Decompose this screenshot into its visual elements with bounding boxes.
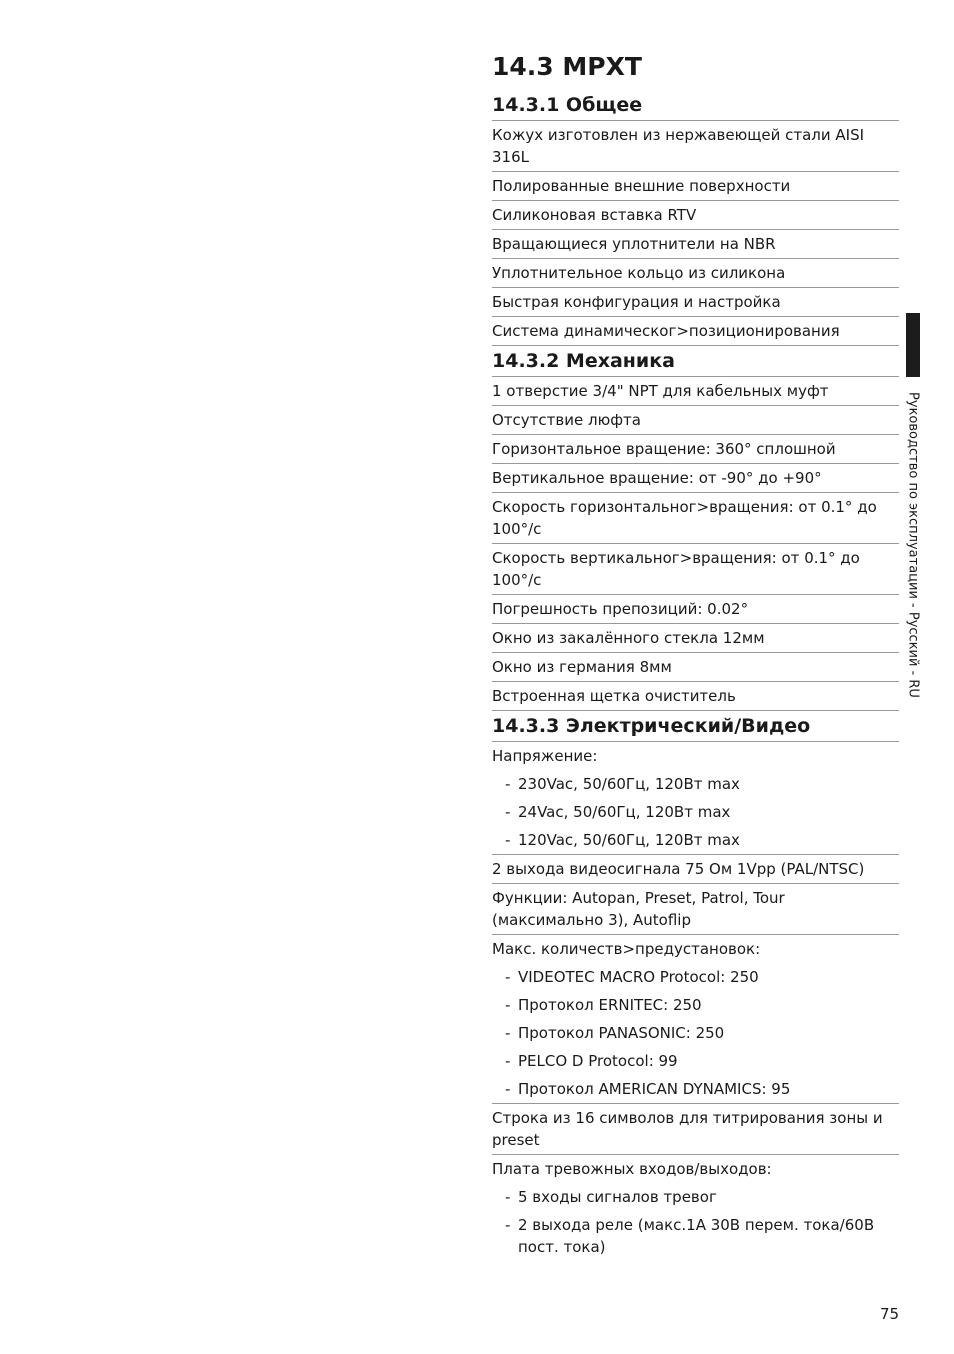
- spec-row: [492, 1104, 899, 1155]
- spec-row: [492, 464, 899, 493]
- spec-row: [492, 742, 899, 855]
- spec-row: [492, 855, 899, 884]
- spec-subitem: - Протокол PANASONIC: 250: [492, 1022, 899, 1044]
- spec-subitem: - 230Vac, 50/60Гц, 120Вт max: [492, 773, 899, 795]
- spec-row: [492, 435, 899, 464]
- spec-subitem: - 2 выхода реле (макс.1А 30В перем. тока/60В пост. тока): [492, 1214, 899, 1258]
- spec-text: Скорость горизонтальног>вращения: от 0.1° до 100°/с: [492, 498, 877, 538]
- spec-row: [492, 406, 899, 435]
- side-tab-marker: [906, 313, 920, 377]
- spec-text: Быстрая конфигурация и настройка: [492, 293, 781, 311]
- spec-text: Вертикальное вращение: от -90° до +90°: [492, 469, 822, 487]
- spec-row: [492, 288, 899, 317]
- page-number: 75: [880, 1305, 900, 1323]
- section-heading: 14.3.1 Общее: [492, 90, 899, 121]
- spec-text: Отсутствие люфта: [492, 411, 641, 429]
- page-title: 14.3 MPXT: [492, 52, 642, 81]
- spec-subitem: - VIDEOTEC MACRO Protocol: 250: [492, 966, 899, 988]
- spec-subitem: - 24Vac, 50/60Гц, 120Вт max: [492, 801, 899, 823]
- spec-row: [492, 935, 899, 1104]
- spec-subitem: - Протокол AMERICAN DYNAMICS: 95: [492, 1078, 899, 1100]
- spec-text: Погрешность препозиций: 0.02°: [492, 600, 749, 618]
- spec-text: Функции: Autopan, Preset, Patrol, Tour (максимально 3), Autoflip: [492, 889, 785, 929]
- spec-text: Уплотнительное кольцо из силикона: [492, 264, 786, 282]
- spec-text: Плата тревожных входов/выходов:: [492, 1160, 772, 1178]
- spec-row: [492, 172, 899, 201]
- spec-text: Строка из 16 символов для титрирования зоны и preset: [492, 1109, 883, 1149]
- spec-content: [492, 50, 899, 1261]
- spec-subitem: - PELCO D Protocol: 99: [492, 1050, 899, 1072]
- spec-subitem: - 5 входы сигналов тревог: [492, 1186, 899, 1208]
- spec-text: Кожух изготовлен из нержавеющей стали AISI 316L: [492, 126, 865, 166]
- spec-row: [492, 121, 899, 172]
- spec-row: [492, 1155, 899, 1261]
- spec-row: [492, 317, 899, 346]
- spec-row: [492, 624, 899, 653]
- spec-text: Макс. количеств>предустановок:: [492, 940, 761, 958]
- spec-text: Горизонтальное вращение: 360° сплошной: [492, 440, 836, 458]
- spec-row: [492, 493, 899, 544]
- spec-row: [492, 201, 899, 230]
- spec-text: Встроенная щетка очиститель: [492, 687, 736, 705]
- spec-text: Напряжение:: [492, 747, 598, 765]
- spec-row: [492, 544, 899, 595]
- spec-row: [492, 653, 899, 682]
- spec-text: Окно из германия 8мм: [492, 658, 672, 676]
- spec-row: [492, 884, 899, 935]
- spec-text: Система динамическог>позиционирования: [492, 322, 840, 340]
- spec-text: 1 отверстие 3/4" NPT для кабельных муфт: [492, 382, 829, 400]
- spec-text: Окно из закалённого стекла 12мм: [492, 629, 765, 647]
- spec-text: Силиконовая вставка RTV: [492, 206, 697, 224]
- spec-row: [492, 259, 899, 288]
- spec-text: Скорость вертикальног>вращения: от 0.1° до 100°/с: [492, 549, 860, 589]
- spec-text: Вращающиеся уплотнители на NBR: [492, 235, 776, 253]
- section-heading: 14.3.3 Электрический/Видео: [492, 711, 899, 742]
- spec-row: [492, 230, 899, 259]
- spec-row: [492, 682, 899, 711]
- section-heading: 14.3.2 Механика: [492, 346, 899, 377]
- spec-subitem: - 120Vac, 50/60Гц, 120Вт max: [492, 829, 899, 851]
- spec-row: [492, 377, 899, 406]
- spec-subitem: - Протокол ERNITEC: 250: [492, 994, 899, 1016]
- spec-row: [492, 595, 899, 624]
- spec-text: 2 выхода видеосигнала 75 Ом 1Vpp (PAL/NTSC): [492, 860, 865, 878]
- spec-text: Полированные внешние поверхности: [492, 177, 791, 195]
- side-label: Руководство по эксплуатации - Русский - RU: [905, 392, 921, 698]
- spec-sections: [492, 90, 899, 1261]
